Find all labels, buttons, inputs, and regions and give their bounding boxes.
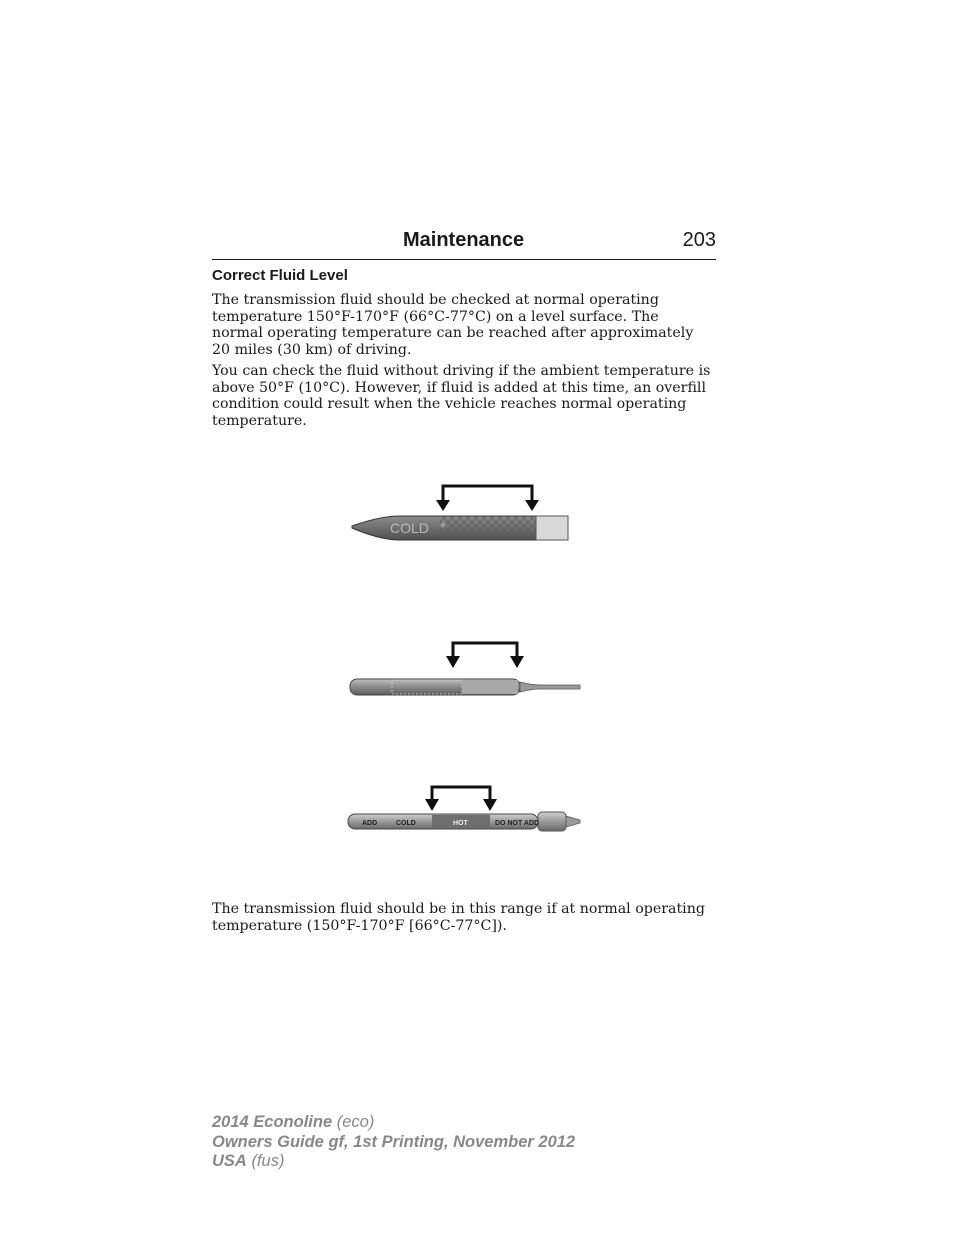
- page-footer: [212, 1113, 575, 1172]
- dipstick-illustration-2: [340, 638, 600, 704]
- page-number: 203: [682, 229, 716, 251]
- dipstick-illustration-3: [340, 782, 600, 838]
- add-mark-label: ADD: [362, 820, 378, 827]
- footer-line-2: Owners Guide gf, 1st Printing, November 2012: [212, 1132, 576, 1151]
- paragraph-ambient-check: You can check the fluid without driving if the ambient temperature is above 50°F (10°C). However, if fluid is added at this time, an overfill condition could result when the vehicle reaches normal operating temperature.: [212, 363, 711, 429]
- do-not-add-mark-label: DO NOT ADD: [495, 820, 540, 827]
- page-header: [212, 229, 716, 260]
- hot-mark-label: HOT: [453, 820, 468, 827]
- cold-mark-label: COLD: [396, 820, 416, 827]
- section-title: Maintenance: [403, 229, 525, 251]
- cold-mark-label: COLD: [390, 520, 429, 536]
- range-bracket-arrow: [432, 787, 490, 805]
- subsection-heading: Correct Fluid Level: [212, 267, 348, 284]
- range-bracket-arrow: [453, 643, 517, 662]
- footer-line-3: USA (fus): [212, 1152, 285, 1170]
- paragraph-operating-temperature: The transmission fluid should be checked at normal operating temperature 150°F-170°F (66°C-77°C) on a level surface. The normal operating temperature can be reached after approximately 20 miles (30 km) of driving.: [212, 292, 694, 358]
- dipstick-illustration-1: [340, 478, 600, 550]
- paragraph-fluid-range: The transmission fluid should be in this range if at normal operating temperature (150°F-170°F [66°C-77°C]).: [212, 901, 705, 934]
- footer-line-1: 2014 Econoline (eco): [212, 1113, 375, 1131]
- range-bracket-arrow: [443, 486, 532, 506]
